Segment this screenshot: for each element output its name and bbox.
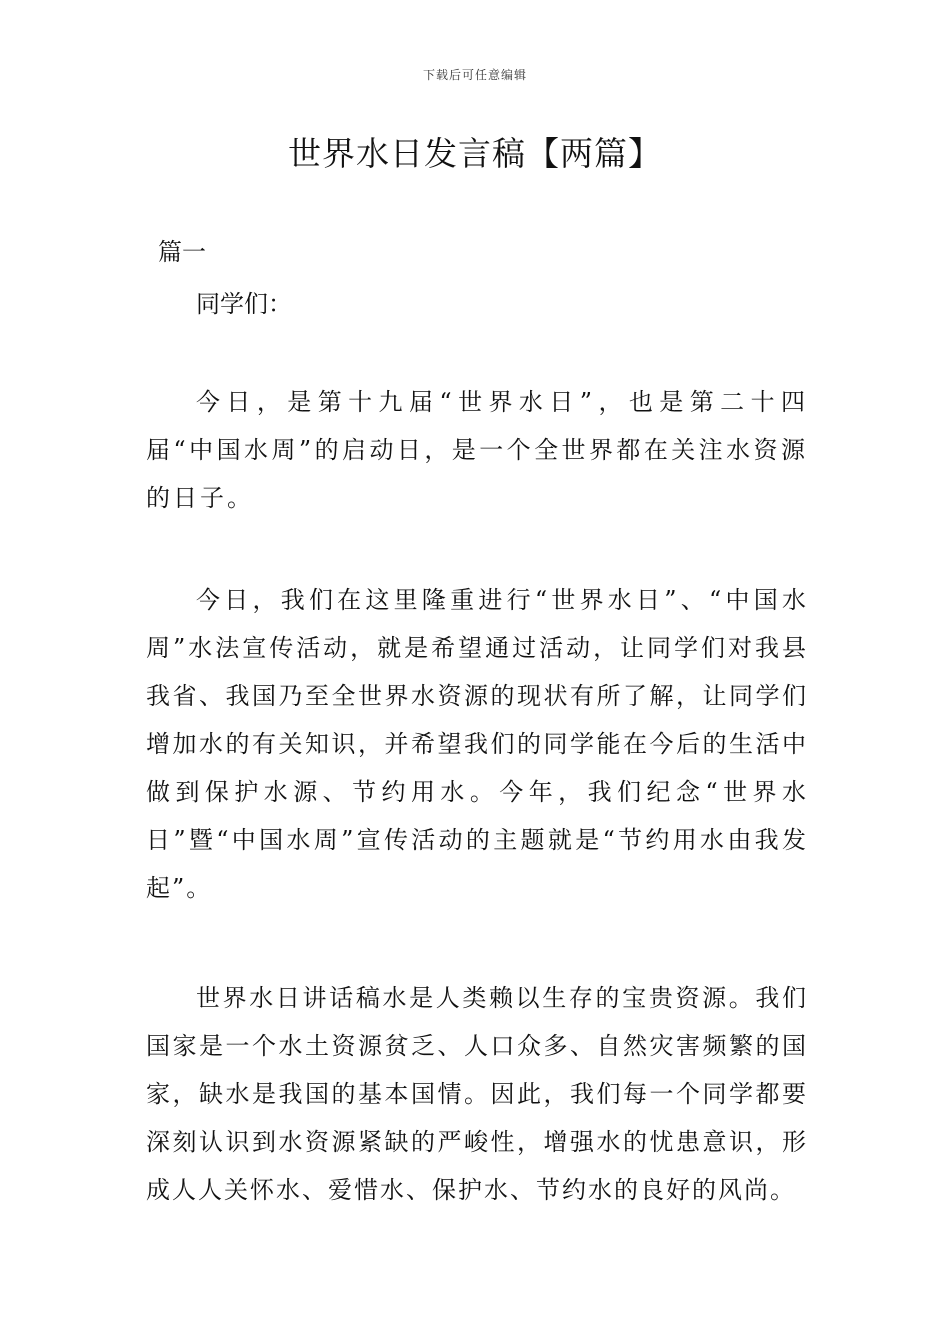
- header-note: 下载后可任意编辑: [422, 68, 527, 82]
- salutation: 同学们：: [196, 290, 292, 318]
- section-label: 篇一: [158, 238, 206, 266]
- paragraph-1: 今日，是第十九届“世界水日”，也是第二十四届“中国水周”的启动日，是一个全世界都在关注水资源的日子。: [146, 388, 808, 512]
- paragraph-3: 世界水日讲话稿水是人类赖以生存的宝贵资源。我们国家是一个水土资源贫乏、人口众多、自然灾害频繁的国家，缺水是我国的基本国情。因此，我们每一个同学都要深刻认识到水资源紧缺的严峻性，增强水的忧患意识，形成人人关怀水、爱惜水、保护水、节约水的良好的风尚。: [146, 984, 808, 1204]
- document-title: 世界水日发言稿【两篇】: [288, 134, 662, 173]
- paragraph-2: 今日，我们在这里隆重进行“世界水日”、“中国水周”水法宣传活动，就是希望通过活动，让同学们对我县我省、我国乃至全世界水资源的现状有所了解，让同学们增加水的有关知识，并希望我们的同学能在今后的生活中做到保护水源、节约用水。今年，我们纪念“世界水日”暨“中国水周”宣传活动的主题就是“节约用水由我发起”。: [146, 586, 808, 902]
